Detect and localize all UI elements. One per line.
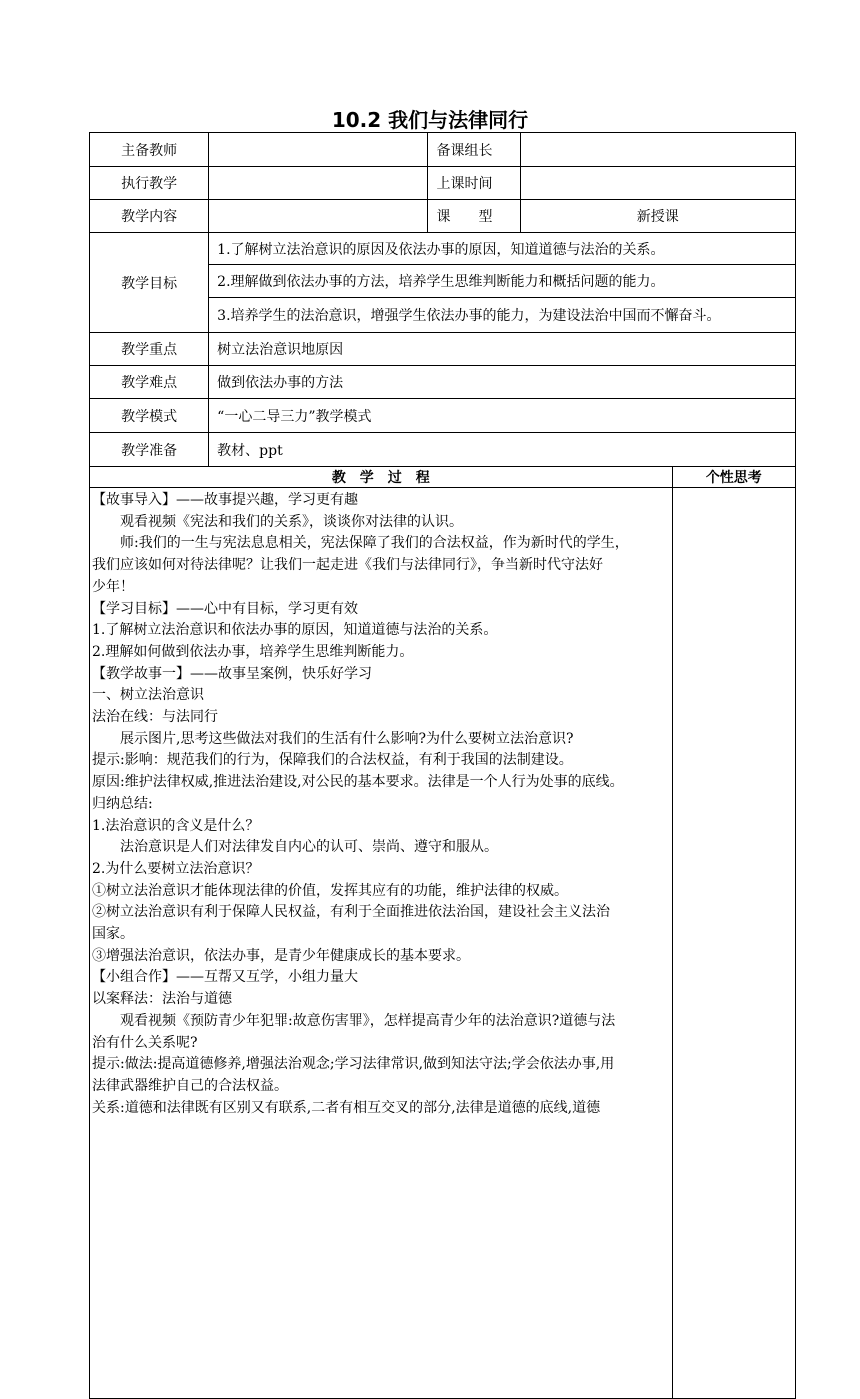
process-line: 法治在线：与法同行 xyxy=(92,709,218,726)
process-line: 【教学故事一】——故事呈案例，快乐好学习 xyxy=(92,665,372,682)
process-line: 提示:做法:提高道德修养,增强法治观念;学习法律常识,做到知法守法;学会依法办事,用 xyxy=(92,1056,615,1073)
goals-label: 教学目标 xyxy=(90,233,209,333)
mode-label: 教学模式 xyxy=(90,399,209,433)
side-notes-header: 个性思考 xyxy=(672,467,795,488)
group-leader-value xyxy=(520,133,795,167)
process-line: 1.法治意识的含义是什么？ xyxy=(92,817,260,834)
group-leader-label: 备课组长 xyxy=(428,133,520,167)
prep-value: 教材、ppt xyxy=(209,433,796,467)
process-line: ①树立法治意识才能体现法律的价值，发挥其应有的功能，维护法律的权威。 xyxy=(92,882,568,899)
teaching-process-table xyxy=(89,466,796,1399)
goals-cell xyxy=(209,233,796,333)
process-header: 教 学 过 程 xyxy=(90,467,673,488)
process-line: 少年！ xyxy=(92,578,134,595)
page-title: 10.2 我们与法律同行 xyxy=(331,108,529,132)
lesson-type-value: 新授课 xyxy=(520,200,795,233)
process-line: 观看视频《预防青少年犯罪:故意伤害罪》，怎样提高青少年的法治意识?道德与法 xyxy=(120,1012,616,1029)
process-line: 法治意识是人们对法律发自内心的认可、崇尚、遵守和服从。 xyxy=(120,839,498,856)
key-point-label: 教学重点 xyxy=(90,333,209,366)
process-line: 法律武器维护自己的合法权益。 xyxy=(92,1077,288,1094)
process-line: 以案释法：法治与道德 xyxy=(92,991,232,1008)
content-label: 教学内容 xyxy=(90,200,209,233)
goal-item: 2.理解做到依法办事的方法，培养学生思维判断能力和概括问题的能力。 xyxy=(209,265,795,298)
process-line: 【小组合作】——互帮又互学，小组力量大 xyxy=(92,969,358,986)
goal-item: 1.了解树立法治意识的原因及依法办事的原因，知道道德与法治的关系。 xyxy=(209,233,795,265)
process-line: 我们应该如何对待法律呢？让我们一起走进《我们与法律同行》，争当新时代守法好 xyxy=(92,557,603,574)
class-time-label: 上课时间 xyxy=(428,167,520,200)
class-time-value xyxy=(520,167,795,200)
side-notes-cell xyxy=(672,488,795,1399)
goal-item: 3.培养学生的法治意识，增强学生依法办事的能力，为建设法治中国而不懈奋斗。 xyxy=(217,308,721,324)
prep-label: 教学准备 xyxy=(90,433,209,467)
process-lines xyxy=(92,490,670,1119)
process-line: 归纳总结: xyxy=(92,795,153,812)
process-line: 一、树立法治意识 xyxy=(92,687,204,704)
process-line: 观看视频《宪法和我们的关系》，谈谈你对法律的认识。 xyxy=(120,513,463,530)
process-line: 国家。 xyxy=(92,926,134,943)
process-line: 关系:道德和法律既有区别又有联系,二者有相互交叉的部分,法律是道德的底线,道德 xyxy=(92,1099,601,1116)
process-line: ③增强法治意识，依法办事，是青少年健康成长的基本要求。 xyxy=(92,947,470,964)
process-line: 原因:维护法律权威,推进法治建设,对公民的基本要求。法律是一个人行为处事的底线。 xyxy=(92,774,624,791)
process-line: 师:我们的一生与宪法息息相关，宪法保障了我们的合法权益，作为新时代的学生， xyxy=(120,535,629,552)
difficulty-label: 教学难点 xyxy=(90,366,209,399)
process-line: 展示图片,思考这些做法对我们的生活有什么影响?为什么要树立法治意识? xyxy=(120,730,574,747)
process-line: 2.为什么要树立法治意识？ xyxy=(92,860,260,877)
process-line: ②树立法治意识有利于保障人民权益，有利于全面推进依法治国，建设社会主义法治 xyxy=(92,904,610,921)
process-line: 提示:影响：规范我们的行为，保障我们的合法权益，有利于我国的法制建设。 xyxy=(92,752,573,769)
executing-teacher-label: 执行教学 xyxy=(90,167,209,200)
lesson-type-label: 课 型 xyxy=(428,200,520,233)
process-line: 治有什么关系呢? xyxy=(92,1034,198,1051)
main-teacher-value xyxy=(209,133,428,167)
process-body xyxy=(90,488,673,1399)
executing-teacher-value xyxy=(209,167,428,200)
process-line: 【学习目标】——心中有目标，学习更有效 xyxy=(92,600,358,617)
mode-value: “一心二导三力”教学模式 xyxy=(209,399,796,433)
difficulty-value: 做到依法办事的方法 xyxy=(209,366,796,399)
key-point-value: 树立法治意识地原因 xyxy=(209,333,796,366)
main-teacher-label: 主备教师 xyxy=(90,133,209,167)
process-line: 1.了解树立法治意识和依法办事的原因，知道道德与法治的关系。 xyxy=(92,622,498,639)
content-value xyxy=(209,200,428,233)
lesson-info-table xyxy=(89,132,796,467)
process-line: 2.理解如何做到依法办事，培养学生思维判断能力。 xyxy=(92,643,414,660)
process-line: 【故事导入】——故事提兴趣，学习更有趣 xyxy=(92,492,358,508)
